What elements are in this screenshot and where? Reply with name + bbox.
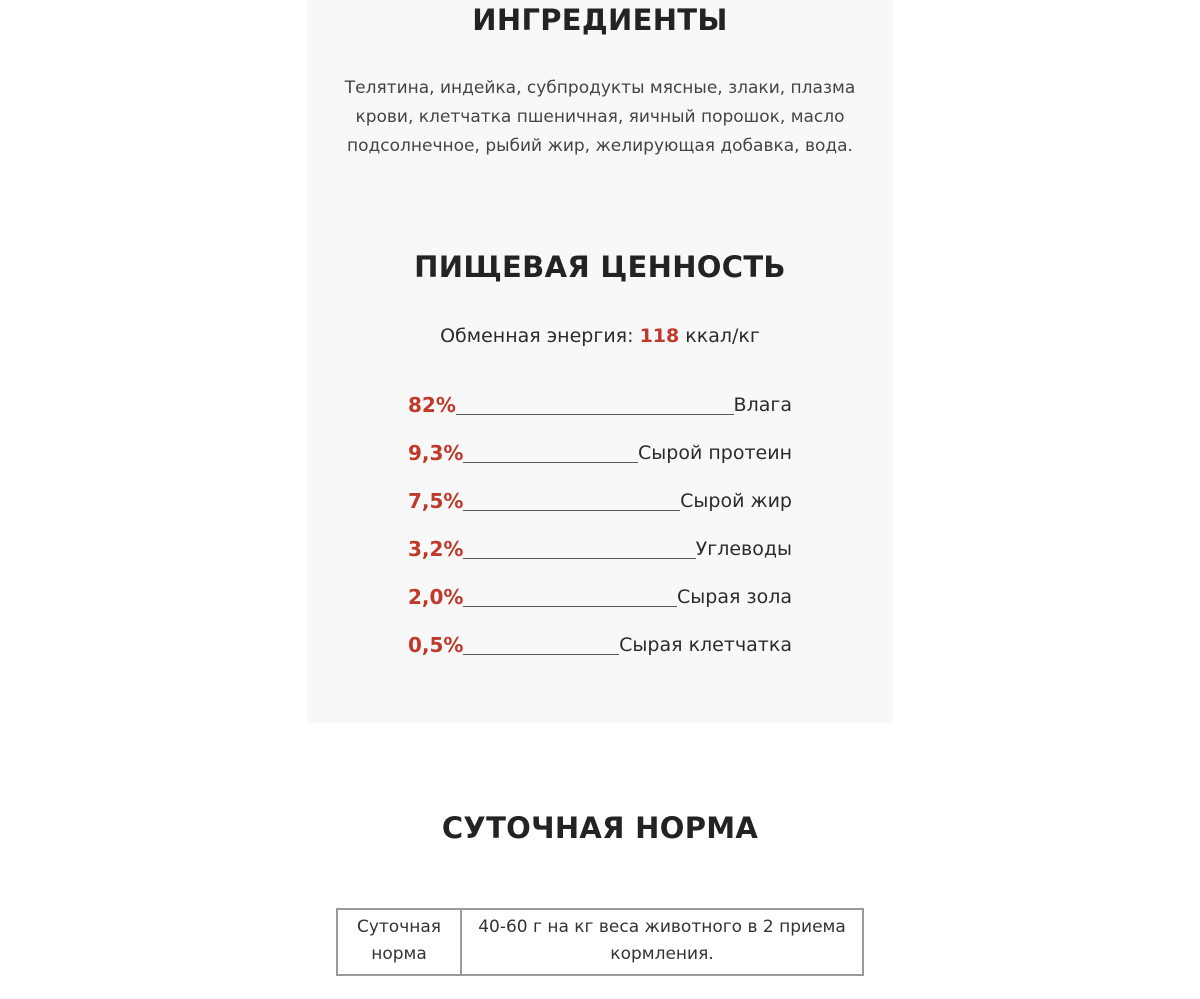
leader-line [463, 509, 680, 511]
daily-norm-table [336, 908, 864, 976]
nutrient-row-protein [408, 419, 792, 467]
energy-unit: ккал/кг [685, 325, 760, 347]
nutrition-heading: ПИЩЕВАЯ ЦЕННОСТЬ [414, 250, 786, 284]
leader-line [463, 557, 695, 559]
daily-norm-heading: СУТОЧНАЯ НОРМА [441, 811, 759, 845]
table-cell-label: Суточная норма [337, 909, 461, 975]
nutrient-value: 7,5% [408, 489, 464, 513]
nutrient-list [408, 371, 792, 659]
leader-line [463, 653, 619, 655]
nutrient-value: 82% [408, 393, 456, 417]
nutrient-value: 0,5% [408, 633, 464, 657]
nutrient-name: Сырая зола [677, 586, 792, 608]
nutrient-value: 9,3% [408, 441, 464, 465]
leader-line [463, 461, 638, 463]
nutrient-value: 3,2% [408, 537, 464, 561]
metabolic-energy [0, 324, 1200, 348]
leader-line [456, 413, 734, 415]
nutrient-row-fat [408, 467, 792, 515]
nutrient-name: Влага [733, 394, 792, 416]
nutrient-value: 2,0% [408, 585, 464, 609]
nutrient-name: Сырой протеин [638, 442, 792, 464]
nutrient-row-fiber [408, 611, 792, 659]
leader-line [463, 605, 677, 607]
nutrient-row-moisture [408, 371, 792, 419]
table-cell-value: 40-60 г на кг веса животного в 2 приема кормления. [461, 909, 863, 975]
energy-label: Обменная энергия: [440, 325, 634, 347]
nutrient-row-carbohydrates [408, 515, 792, 563]
ingredients-heading: ИНГРЕДИЕНТЫ [472, 3, 728, 37]
table-row [337, 909, 863, 975]
nutrient-row-ash [408, 563, 792, 611]
nutrient-name: Углеводы [695, 538, 792, 560]
nutrient-name: Сырая клетчатка [619, 634, 792, 656]
energy-value: 118 [639, 325, 680, 347]
ingredients-text: Телятина, индейка, субпродукты мясные, злаки, плазма крови, клетчатка пшеничная, яичный порошок, масло подсолнечное, рыбий жир, желирующая добавка, вода. [344, 78, 856, 156]
nutrient-name: Сырой жир [680, 490, 792, 512]
